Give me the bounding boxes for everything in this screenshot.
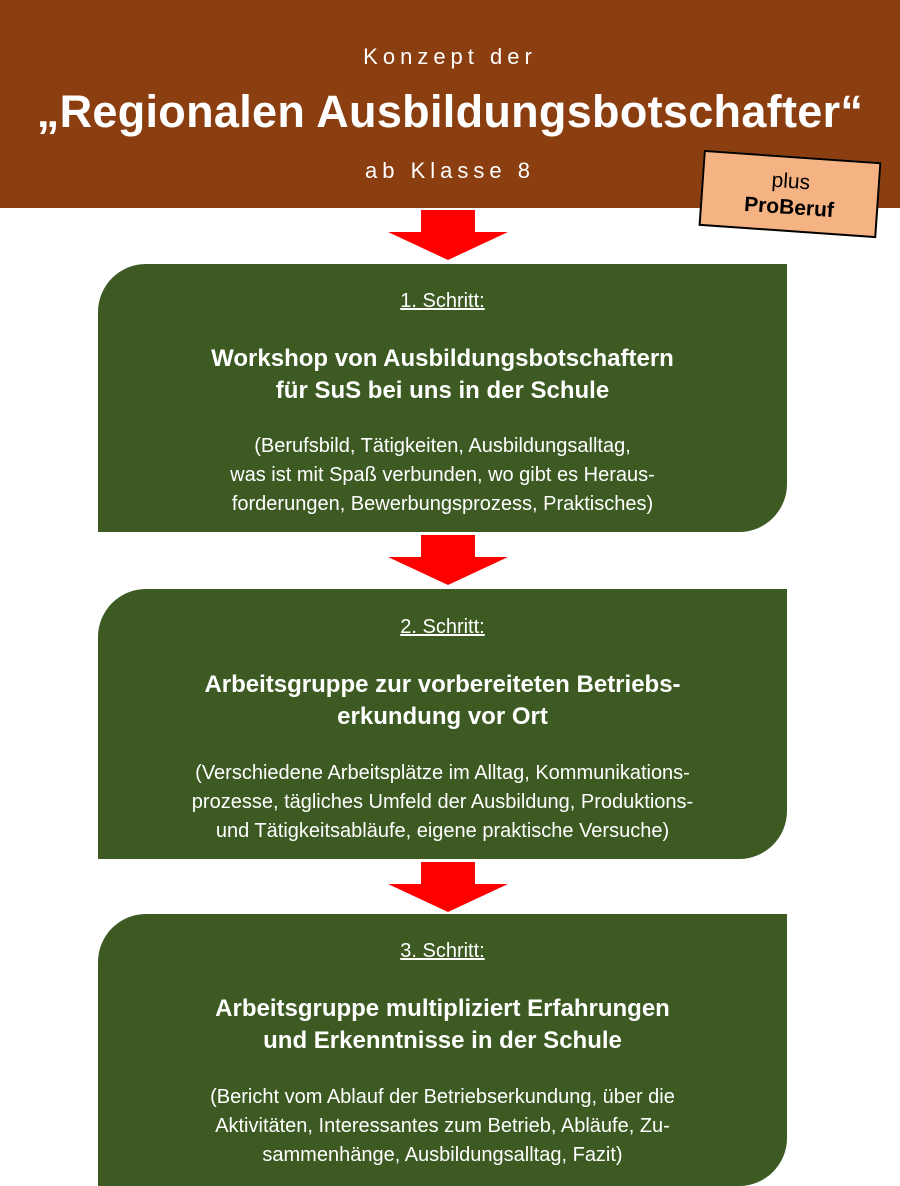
step-description-line: prozesse, tägliches Umfeld der Ausbildung, Produktions- <box>191 791 694 813</box>
step-1-box <box>98 264 787 532</box>
main-title: „Regionalen Ausbildungsbotschafter“ <box>36 86 864 137</box>
step-heading-line: Arbeitsgruppe multipliziert Erfahrungen <box>215 995 670 1022</box>
step-heading-line: für SuS bei uns in der Schule <box>275 377 610 404</box>
step-description-line: und Tätigkeitsabläufe, eigene praktische Versuche) <box>215 820 670 842</box>
step-label: 2. Schritt: <box>400 616 485 638</box>
step-description-line: (Verschiedene Arbeitsplätze im Alltag, Kommunikations- <box>195 762 690 784</box>
subtitle-concept: Konzept der <box>363 44 537 69</box>
step-heading-line: erkundung vor Ort <box>337 703 548 730</box>
step-2-box <box>98 589 787 859</box>
step-label: 3. Schritt: <box>400 940 485 962</box>
step-description-line: (Bericht vom Ablauf der Betriebserkundung, über die <box>210 1086 675 1108</box>
proberuf-badge <box>699 150 882 238</box>
step-description-line: sammenhänge, Ausbildungsalltag, Fazit) <box>262 1144 623 1166</box>
step-heading <box>98 993 787 1057</box>
badge-proberuf-label: ProBeruf <box>743 192 835 223</box>
step-description-line: forderungen, Bewerbungsprozess, Praktisches) <box>231 493 654 515</box>
down-arrow-icon <box>388 862 508 912</box>
step-description-line: Aktivitäten, Interessantes zum Betrieb, Abläufe, Zu- <box>215 1115 670 1137</box>
down-arrow-icon <box>388 535 508 585</box>
step-description-line: was ist mit Spaß verbunden, wo gibt es Heraus- <box>230 464 655 486</box>
badge-plus-label: plus <box>770 168 811 195</box>
step-description <box>98 432 787 519</box>
step-3-box <box>98 914 787 1186</box>
subtitle-grade: ab Klasse 8 <box>365 158 535 183</box>
step-heading <box>98 343 787 407</box>
step-description <box>98 1083 787 1170</box>
step-heading <box>98 669 787 733</box>
step-heading-line: Arbeitsgruppe zur vorbereiteten Betriebs- <box>204 671 681 698</box>
step-label: 1. Schritt: <box>400 290 485 312</box>
step-heading-line: Workshop von Ausbildungsbotschaftern <box>211 345 674 372</box>
down-arrow-icon <box>388 210 508 260</box>
step-heading-line: und Erkenntnisse in der Schule <box>263 1027 622 1054</box>
step-description <box>98 759 787 846</box>
step-description-line: (Berufsbild, Tätigkeiten, Ausbildungsalltag, <box>254 435 631 457</box>
